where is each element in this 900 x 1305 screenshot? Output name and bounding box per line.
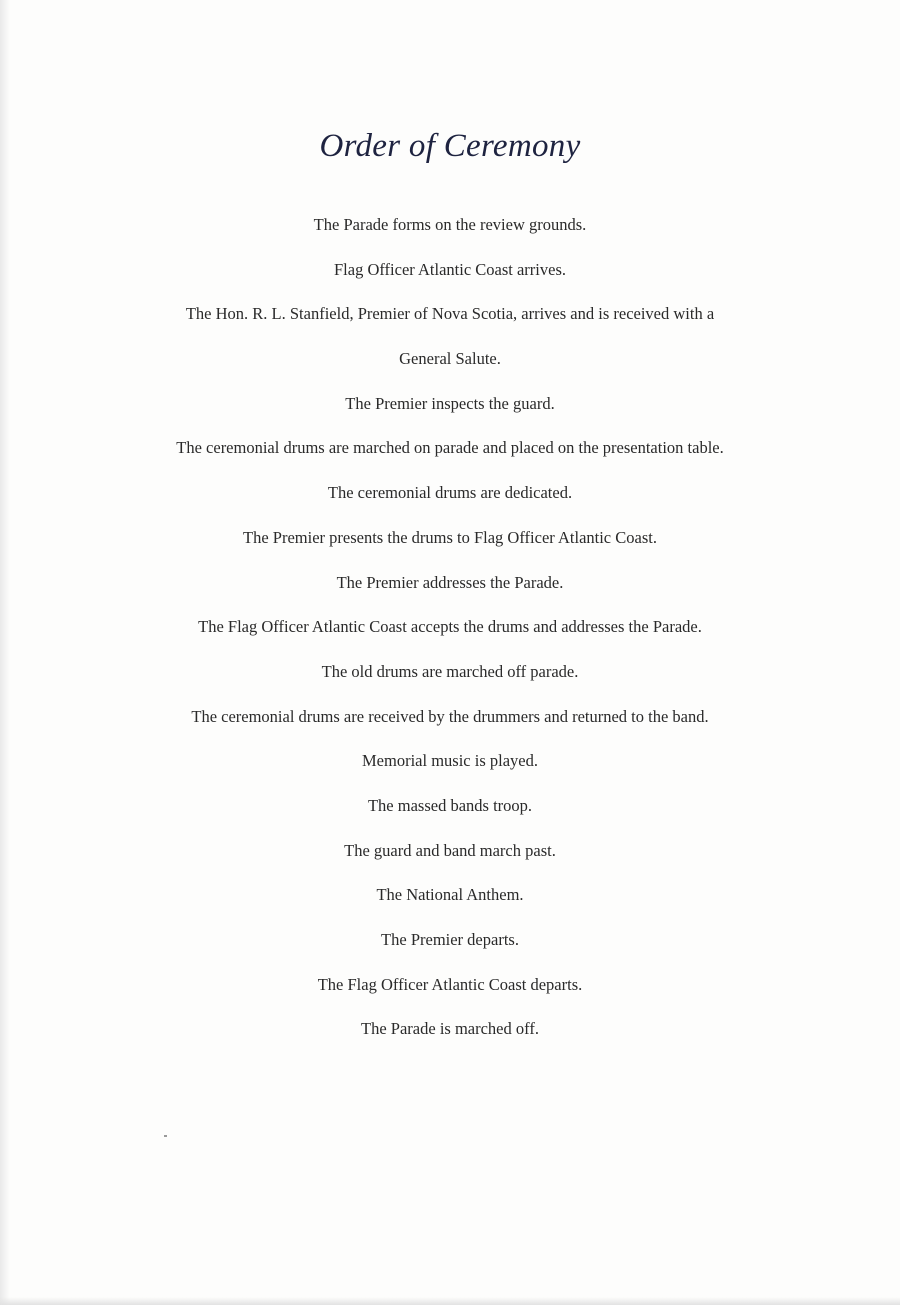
ceremony-line: The Hon. R. L. Stanfield, Premier of Nova Scotia, arrives and is received with a (185, 304, 715, 324)
ceremony-line: The old drums are marched off parade. (321, 661, 579, 681)
ceremony-line: The Premier departs. (381, 930, 519, 949)
ceremony-line: The National Anthem. (376, 885, 524, 905)
ceremony-line: The Flag Officer Atlantic Coast accepts the drums and addresses the Parade. (198, 617, 702, 637)
ceremony-line: The Premier addresses the Parade. (336, 572, 564, 592)
ceremony-line: The Flag Officer Atlantic Coast departs. (317, 974, 583, 994)
ceremony-line: The Parade forms on the review grounds. (313, 215, 587, 234)
ceremony-list (0, 210, 900, 1059)
ceremony-line: The ceremonial drums are received by the drummers and returned to the band. (191, 706, 709, 726)
ceremony-line: The Parade is marched off. (361, 1019, 539, 1039)
ceremony-line: Flag Officer Atlantic Coast arrives. (333, 259, 566, 279)
ceremony-line: The Premier inspects the guard. (345, 393, 555, 413)
ceremony-line: The ceremonial drums are dedicated. (327, 483, 573, 503)
ceremony-line: General Salute. (399, 349, 501, 369)
ceremony-line: The ceremonial drums are marched on parade and placed on the presentation table. (176, 438, 724, 458)
ceremony-line: Memorial music is played. (362, 751, 538, 771)
ceremony-line: The guard and band march past. (344, 840, 556, 860)
ceremony-line: The Premier presents the drums to Flag Officer Atlantic Coast. (243, 527, 657, 547)
scan-speck (164, 1135, 167, 1137)
page-title: Order of Ceremony (319, 128, 581, 164)
page-bottom-shadow (0, 1297, 900, 1305)
ceremony-line: The massed bands troop. (367, 795, 533, 815)
